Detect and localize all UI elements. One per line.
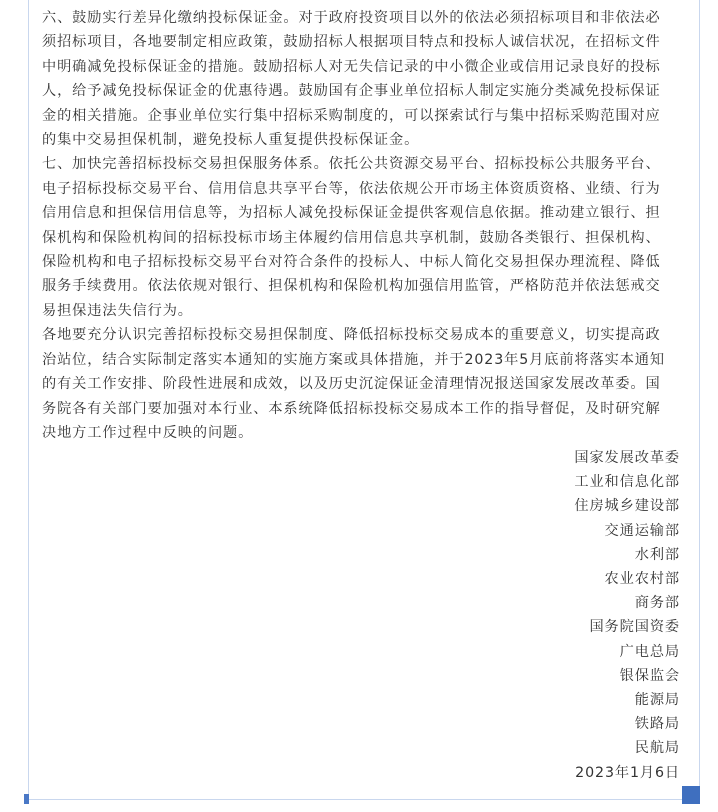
text-line: 六、鼓励实行差异化缴纳投标保证金。对于政府投资项目以外的依法必须招标项目和非依法必 xyxy=(42,10,661,26)
paragraph-closing xyxy=(42,323,688,445)
corner-accent-left xyxy=(24,794,29,804)
signer-caac: 民航局 xyxy=(634,740,680,757)
signer-mwr: 水利部 xyxy=(634,546,680,563)
text-line: 电子招标投标交易平台、信用信息共享平台等，依法依规公开市场主体资质资格、业绩、行为 xyxy=(42,180,661,197)
text-line: 各地要充分认识完善招标投标交易担保制度、降低招标投标交易成本的重要意义，切实提高政 xyxy=(42,327,661,344)
text-line: 的集中交易担保机制，避免投标人重复提供投标保证金。 xyxy=(42,132,420,149)
signer-nrta: 广电总局 xyxy=(619,643,680,660)
signer-cbirc: 银保监会 xyxy=(619,667,680,684)
text-line: 务院各有关部门要加强对本行业、本系统降低招标投标交易成本工作的指导督促，及时研究解 xyxy=(42,400,661,417)
text-line: 中明确减免投标保证金的措施。鼓励招标人对无失信记录的中小微企业或信用记录良好的投标 xyxy=(42,58,661,75)
corner-accent-right xyxy=(682,786,700,804)
text-line: 决地方工作过程中反映的问题。 xyxy=(42,424,254,441)
document-body xyxy=(42,6,688,445)
signer-nra: 铁路局 xyxy=(634,716,680,733)
paragraph-section-7 xyxy=(42,152,688,323)
signer-mohurd: 住房城乡建设部 xyxy=(574,498,680,515)
signer-nea: 能源局 xyxy=(634,692,680,709)
text-line: 金的相关措施。企事业单位实行集中招标采购制度的，可以探索试行与集中招标采购范围对应 xyxy=(42,107,661,124)
signer-miit: 工业和信息化部 xyxy=(574,474,680,491)
text-line: 人，给予减免投标保证金的优惠待遇。鼓励国有企事业单位招标人制定实施分类减免投标保证 xyxy=(42,83,661,100)
text-line: 信用信息和担保信用信息等，为招标人减免投标保证金提供客观信息依据。推动建立银行、担 xyxy=(42,205,661,222)
signature-block xyxy=(480,446,680,785)
signer-moa: 农业农村部 xyxy=(604,571,680,588)
text-line: 服务手续费用。依法依规对银行、担保机构和保险机构加强信用监管，严格防范并依法惩戒交 xyxy=(42,278,661,295)
signer-sasac: 国务院国资委 xyxy=(589,619,680,636)
text-line: 的有关工作安排、阶段性进展和成效，以及历史沉淀保证金清理情况报送国家发展改革委。国 xyxy=(42,376,661,393)
document-date: 2023年1月6日 xyxy=(575,764,680,781)
text-line: 治站位，结合实际制定落实本通知的实施方案或具体措施，并于2023年5月底前将落实本通知 xyxy=(42,351,665,368)
text-line: 保险机构和电子招标投标交易平台对符合条件的投标人、中标人简化交易担保办理流程、降低 xyxy=(42,254,661,271)
signer-ndrc: 国家发展改革委 xyxy=(574,450,680,466)
text-line: 须招标项目，各地要制定相应政策，鼓励招标人根据项目特点和投标人诚信状况，在招标文件 xyxy=(42,34,661,51)
signer-mofcom: 商务部 xyxy=(634,595,680,612)
text-line: 保机构和保险机构间的招标投标市场主体履约信用信息共享机制，鼓励各类银行、担保机构、 xyxy=(42,229,661,246)
paragraph-section-6 xyxy=(42,6,688,152)
text-line: 易担保违法失信行为。 xyxy=(42,302,193,319)
signer-mot: 交通运输部 xyxy=(604,522,680,539)
text-line: 七、加快完善招标投标交易担保服务体系。依托公共资源交易平台、招标投标公共服务平台、 xyxy=(42,156,661,173)
